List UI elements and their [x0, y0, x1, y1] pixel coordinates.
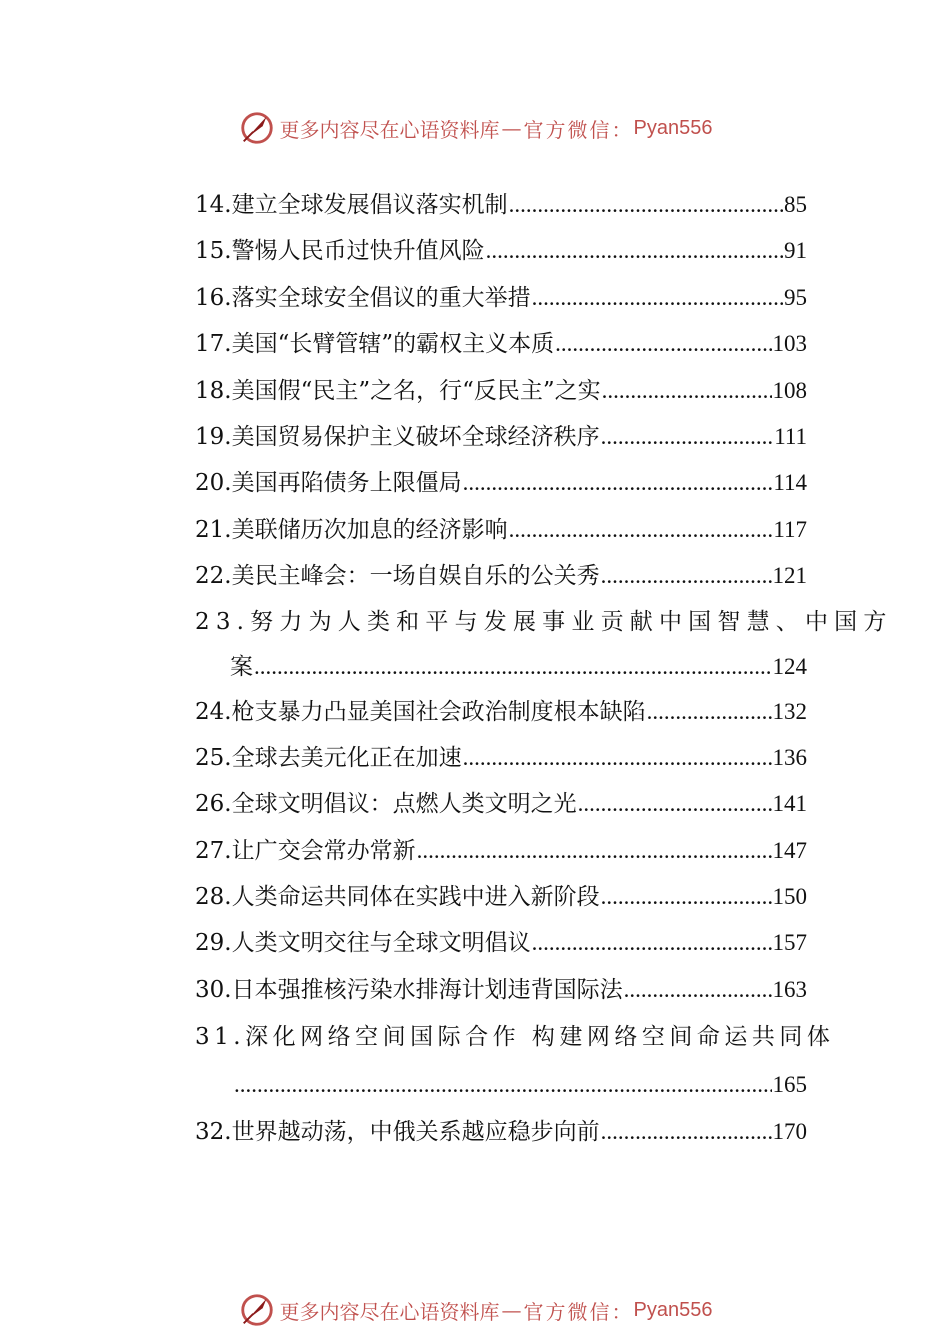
- toc-entry-25[interactable]: [195, 735, 807, 781]
- toc-entry-16[interactable]: [195, 275, 807, 321]
- toc-title: 21.美联储历次加息的经济影响: [195, 516, 508, 543]
- toc-title: 31.深化网络空间国际合作 构建网络空间命运共同体: [195, 1024, 835, 1051]
- toc-page: 132: [772, 698, 807, 724]
- toc-page: 108: [772, 377, 807, 403]
- toc-title: 17.美国“长臂管辖”的霸权主义本质: [195, 331, 555, 358]
- toc-entry-23-continued[interactable]: [195, 644, 807, 689]
- toc-page: 136: [772, 744, 807, 770]
- toc-title: 32.世界越动荡，中俄关系越应稳步向前: [195, 1119, 600, 1146]
- banner-separator: —: [501, 1298, 522, 1322]
- quill-logo-icon: [238, 109, 276, 147]
- toc-page: 124: [772, 653, 807, 679]
- toc-entry-18[interactable]: [195, 368, 807, 414]
- toc-entry-26[interactable]: [195, 781, 807, 827]
- toc-title: 20.美国再陷债务上限僵局: [195, 470, 462, 497]
- toc-title-continued: 案: [230, 653, 253, 680]
- banner-wechat-id: Pyan556: [633, 1298, 713, 1321]
- toc-entry-31[interactable]: [195, 1013, 835, 1061]
- toc-page: 150: [772, 884, 807, 910]
- toc-entry-29[interactable]: [195, 920, 807, 966]
- header-banner: [0, 106, 950, 150]
- toc-leader: [463, 735, 772, 781]
- toc-leader: [509, 507, 773, 553]
- toc-leader: [555, 321, 771, 367]
- toc-leader: [254, 644, 772, 689]
- toc-title: 25.全球去美元化正在加速: [195, 744, 462, 771]
- toc-leader: [624, 967, 772, 1013]
- toc-page: 91: [784, 238, 807, 264]
- toc-title: 29.人类文明交往与全球文明倡议: [195, 930, 531, 957]
- toc-entry-21[interactable]: [195, 507, 807, 553]
- toc-title: 22.美民主峰会：一场自娱自乐的公关秀: [195, 563, 600, 590]
- toc-leader: [417, 828, 772, 874]
- banner-slogan: 更多内容尽在心语资料库: [279, 117, 500, 142]
- toc-title: 19.美国贸易保护主义破坏全球经济秩序: [195, 423, 600, 450]
- toc-page: 121: [772, 563, 807, 589]
- banner-wechat-label: 官方微信：: [523, 117, 634, 142]
- toc-leader: [234, 1061, 772, 1109]
- toc-leader: [532, 920, 772, 966]
- toc-entry-31-continued[interactable]: [195, 1061, 807, 1109]
- toc-title: 26.全球文明倡议：点燃人类文明之光: [195, 791, 577, 818]
- toc-page: 111: [774, 423, 807, 449]
- toc-title: 23.努力为人类和平与发展事业贡献中国智慧、中国方: [195, 608, 893, 635]
- toc-title: 28.人类命运共同体在实践中进入新阶段: [195, 884, 600, 911]
- toc-leader: [463, 460, 773, 506]
- banner-separator: —: [501, 116, 522, 140]
- toc-leader: [601, 874, 772, 920]
- toc-page: 147: [772, 837, 807, 863]
- banner-wechat-label: 官方微信：: [523, 1299, 634, 1324]
- toc-page: 95: [784, 284, 807, 310]
- toc-page: 117: [773, 516, 807, 542]
- toc-title: 27.让广交会常办常新: [195, 837, 416, 864]
- toc-page: 163: [772, 976, 807, 1002]
- toc-page: 165: [772, 1072, 807, 1098]
- toc-leader: [647, 689, 772, 735]
- toc-entry-17[interactable]: [195, 321, 807, 367]
- toc-leader: [601, 414, 774, 460]
- toc-title: 24.枪支暴力凸显美国社会政治制度根本缺陷: [195, 698, 646, 725]
- toc-entry-14[interactable]: [195, 182, 807, 228]
- toc-page: 157: [772, 930, 807, 956]
- toc-page: 103: [772, 331, 807, 357]
- table-of-contents: [195, 182, 893, 1156]
- toc-entry-20[interactable]: [195, 460, 807, 506]
- toc-entry-22[interactable]: [195, 553, 807, 599]
- toc-leader: [532, 275, 783, 321]
- toc-leader: [509, 182, 783, 228]
- quill-logo-icon: [238, 1291, 276, 1329]
- toc-title: 30.日本强推核污染水排海计划违背国际法: [195, 976, 623, 1003]
- toc-leader: [601, 1109, 772, 1155]
- toc-title: 14.建立全球发展倡议落实机制: [195, 192, 508, 218]
- toc-entry-32[interactable]: [195, 1109, 807, 1155]
- toc-entry-27[interactable]: [195, 828, 807, 874]
- toc-title: 16.落实全球安全倡议的重大举措: [195, 284, 531, 311]
- toc-page: 114: [773, 470, 807, 496]
- toc-page: 170: [772, 1119, 807, 1145]
- banner-wechat-id: Pyan556: [633, 116, 713, 139]
- toc-leader: [578, 781, 772, 827]
- toc-entry-19[interactable]: [195, 414, 807, 460]
- banner-slogan: 更多内容尽在心语资料库: [279, 1299, 500, 1324]
- toc-entry-30[interactable]: [195, 967, 807, 1013]
- toc-entry-28[interactable]: [195, 874, 807, 920]
- toc-leader: [602, 368, 772, 414]
- footer-banner: [0, 1288, 950, 1332]
- toc-page: 141: [772, 791, 807, 817]
- toc-title: 18.美国假“民主”之名，行“反民主”之实: [195, 377, 601, 404]
- toc-entry-15[interactable]: [195, 228, 807, 274]
- toc-title: 15.警惕人民币过快升值风险: [195, 238, 485, 265]
- toc-leader: [601, 553, 772, 599]
- toc-page: 85: [784, 192, 807, 217]
- toc-entry-24[interactable]: [195, 689, 807, 735]
- toc-entry-23[interactable]: [195, 600, 893, 644]
- toc-leader: [486, 228, 783, 274]
